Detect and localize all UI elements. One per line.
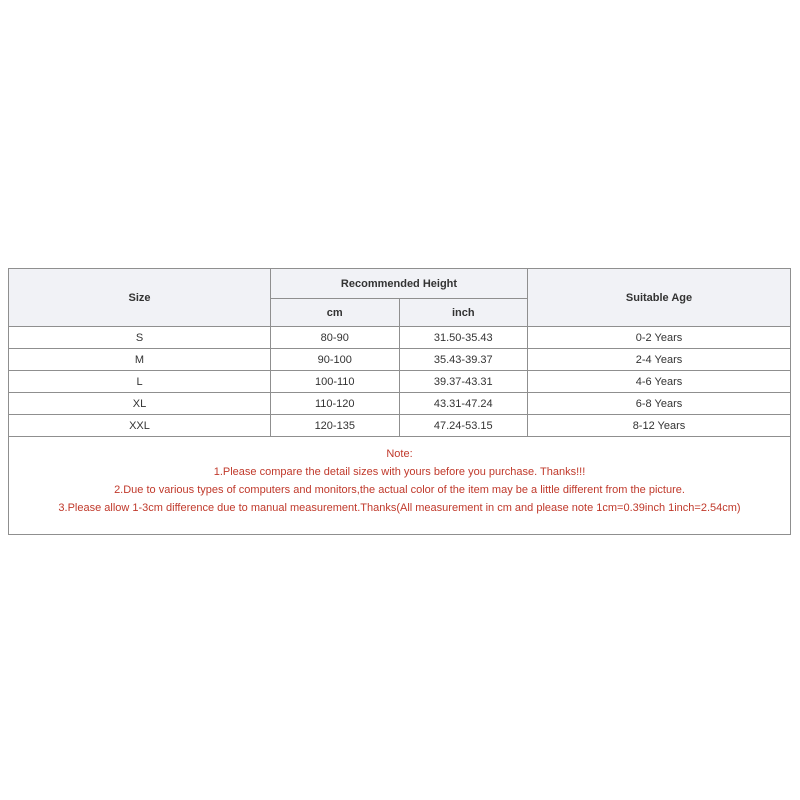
cell-size: XXL xyxy=(9,415,271,437)
header-recommended-height: Recommended Height xyxy=(271,269,528,299)
note-line-2: 2.Due to various types of computers and monitors,the actual color of the item may be a little different from the picture. xyxy=(114,484,685,496)
cell-cm: 80-90 xyxy=(271,327,400,349)
header-inch: inch xyxy=(399,299,528,327)
header-suitable-age: Suitable Age xyxy=(528,269,791,327)
cell-size: L xyxy=(9,371,271,393)
size-chart-table xyxy=(8,268,791,535)
cell-cm: 90-100 xyxy=(271,349,400,371)
cell-age: 4-6 Years xyxy=(528,371,791,393)
note-line-1: 1.Please compare the detail sizes with yours before you purchase. Thanks!!! xyxy=(213,466,586,478)
cell-inch: 35.43-39.37 xyxy=(399,349,528,371)
header-cm: cm xyxy=(271,299,400,327)
table-header-row xyxy=(9,269,791,299)
cell-inch: 31.50-35.43 xyxy=(399,327,528,349)
cell-size: XL xyxy=(9,393,271,415)
note-title: Note: xyxy=(386,448,413,460)
cell-size: S xyxy=(9,327,271,349)
cell-age: 8-12 Years xyxy=(528,415,791,437)
cell-age: 0-2 Years xyxy=(528,327,791,349)
cell-age: 2-4 Years xyxy=(528,349,791,371)
cell-age: 6-8 Years xyxy=(528,393,791,415)
notes-cell xyxy=(9,437,791,535)
table-row xyxy=(9,415,791,437)
table-row xyxy=(9,327,791,349)
cell-inch: 47.24-53.15 xyxy=(399,415,528,437)
table-row xyxy=(9,349,791,371)
cell-size: M xyxy=(9,349,271,371)
cell-inch: 39.37-43.31 xyxy=(399,371,528,393)
header-size: Size xyxy=(9,269,271,327)
cell-inch: 43.31-47.24 xyxy=(399,393,528,415)
cell-cm: 110-120 xyxy=(271,393,400,415)
table-row xyxy=(9,371,791,393)
note-line-3: 3.Please allow 1-3cm difference due to manual measurement.Thanks(All measurement in cm and please note 1cm=0.39inch 1inch=2.54cm) xyxy=(58,502,741,514)
table-row xyxy=(9,393,791,415)
cell-cm: 100-110 xyxy=(271,371,400,393)
notes-row xyxy=(9,437,791,535)
cell-cm: 120-135 xyxy=(271,415,400,437)
